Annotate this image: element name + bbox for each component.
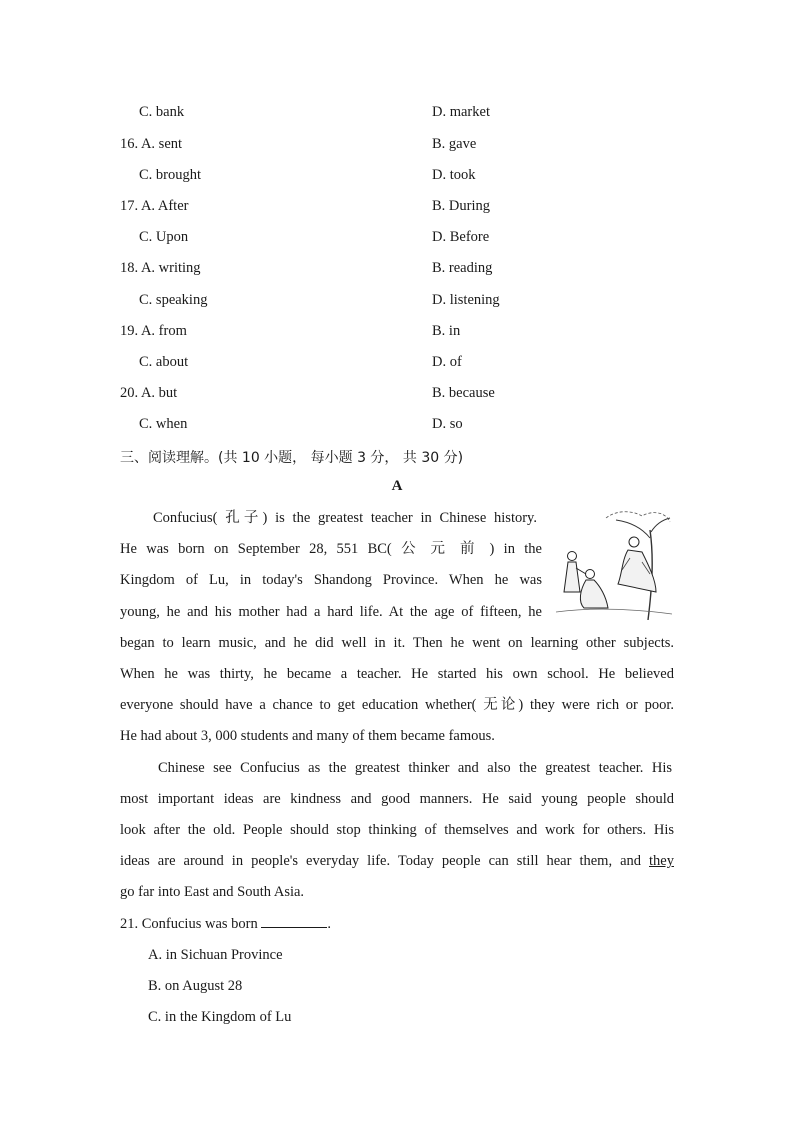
option-text: C. bank [139, 104, 185, 120]
option-text: B. because [432, 385, 495, 401]
question-21-option-a[interactable]: A. in Sichuan Province [148, 947, 283, 963]
passage-title: A [391, 478, 403, 494]
option-text: D. listening [432, 292, 500, 308]
question-16-line-1 [120, 135, 182, 153]
option-text: C. about [139, 354, 189, 370]
passage-line: Kingdom of Lu, in today's Shandong Province. When he was [120, 572, 542, 588]
question-number: 20. [120, 385, 139, 401]
question-20-line-1 [120, 384, 177, 402]
option-text: C. brought [139, 167, 202, 183]
passage-line: most important ideas are kindness and good manners. He said young people should [120, 791, 674, 807]
option-text: D. took [432, 167, 476, 183]
question-18-line-1 [120, 259, 201, 277]
question-number: 17. [120, 198, 139, 214]
underlined-word: they [649, 853, 674, 869]
option-text: B. in [432, 323, 461, 339]
question-number: 18. [120, 260, 139, 276]
passage-line: began to learn music, and he did well in it. Then he went on learning other subjects. [120, 635, 674, 651]
option-text: D. market [432, 104, 490, 120]
question-stem-end: . [327, 916, 331, 932]
passage-line: look after the old. People should stop thinking of themselves and work for others. His [120, 822, 674, 838]
option-text: C. speaking [139, 292, 208, 308]
passage-line: Chinese see Confucius as the greatest thinker and also the greatest teacher. His [158, 760, 672, 776]
passage-line [120, 852, 674, 870]
option-text: B. gave [432, 136, 477, 152]
option-text: A. but [140, 385, 178, 401]
option-text: A. writing [140, 260, 201, 276]
section-heading: 三、阅读理解。(共 10 小题， 每小题 3 分， 共 30 分) [120, 450, 464, 466]
option-text: B. reading [432, 260, 493, 276]
option-text: A. from [140, 323, 187, 339]
option-text: D. Before [432, 229, 490, 245]
option-text: D. so [432, 416, 463, 432]
passage-line: He was born on September 28, 551 BC( 公 元 前 ) in the [120, 541, 542, 557]
question-stem-text: 21. Confucius was born [120, 916, 258, 932]
option-text: C. when [139, 416, 188, 432]
option-text: A. sent [140, 136, 183, 152]
passage-line: When he was thirty, he became a teacher. He started his own school. He believed [120, 666, 674, 682]
question-17-line-1 [120, 197, 188, 215]
option-text: D. of [432, 354, 462, 370]
passage-line: Confucius( 孔子) is the greatest teacher in Chinese history. [153, 510, 537, 526]
passage-line-text: ideas are around in people's everyday life. Today people can still hear them, and [120, 853, 642, 869]
passage-line: young, he and his mother had a hard life. At the age of fifteen, he [120, 604, 542, 620]
option-text: C. Upon [139, 229, 189, 245]
question-number: 16. [120, 136, 139, 152]
answer-blank[interactable] [261, 915, 327, 928]
passage-line: everyone should have a chance to get education whether( 无论) they were rich or poor. [120, 697, 674, 713]
option-text: A. After [140, 198, 189, 214]
option-text: B. During [432, 198, 490, 214]
passage-line: go far into East and South Asia. [120, 884, 305, 900]
question-number: 19. [120, 323, 139, 339]
confucius-teaching-icon [556, 508, 672, 620]
question-21-option-c[interactable]: C. in the Kingdom of Lu [148, 1009, 292, 1025]
passage-line: He had about 3, 000 students and many of them became famous. [120, 728, 495, 744]
question-21-stem [120, 915, 331, 933]
question-19-line-1 [120, 322, 187, 340]
question-21-option-b[interactable]: B. on August 28 [148, 978, 243, 994]
